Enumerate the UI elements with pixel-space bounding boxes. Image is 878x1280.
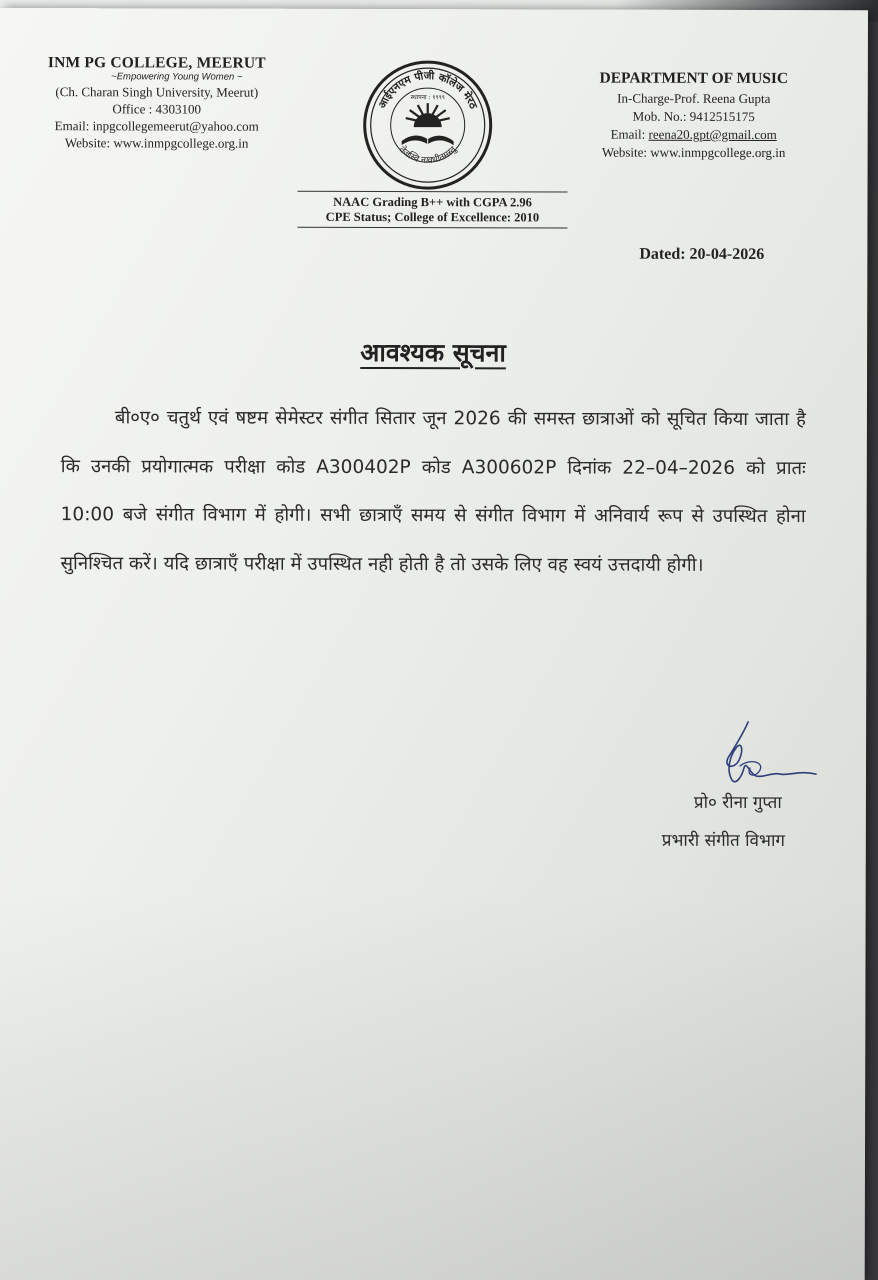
department-header	[574, 68, 814, 163]
seal-bottom-text: तेजस्वि नावधीतमस्तु	[396, 144, 459, 167]
signature-image	[720, 718, 830, 798]
college-name: INM PG COLLEGE, MEERUT	[47, 54, 266, 72]
svg-text:तेजस्वि नावधीतमस्तु	[397, 143, 460, 166]
university-affiliation: (Ch. Charan Singh University, Meerut)	[55, 84, 259, 100]
notice-date: Dated: 20-04-2026	[639, 245, 765, 264]
notice-title-text: आवश्यक सूचना	[360, 337, 506, 368]
department-website: Website: www.inmpgcollege.org.in	[601, 144, 786, 161]
office-phone: Office : 4303100	[112, 101, 202, 117]
notice-document	[0, 8, 868, 1280]
cpe-status: CPE Status; College of Excellence: 2010	[325, 209, 540, 225]
department-name: DEPARTMENT OF MUSIC	[599, 69, 789, 88]
notice-body: बी०ए० चतुर्थ एवं षष्टम सेमेस्टर संगीत सितार जून 2026 की समस्त छात्राओं को सूचित किया जाता है कि उनकी प्रयोगात्मक परीक्षा कोड A300402P कोड A300602P दिनांक 22–04–2026 को प्रातः 10:00 बजे संगीत विभाग में होगी। सभी छात्राएँ समय से संगीत विभाग में अनिवार्य रूप से उपस्थित होना सुनिश्चित करें। यदि छात्राएँ परीक्षा में उपस्थित नही होती है तो उसके लिए वह स्वयं उत्तदायी होगी।	[60, 407, 806, 576]
signatory-name: प्रो० रीना गुप्ता	[693, 792, 782, 814]
department-email	[574, 126, 814, 145]
seal-year: स्थापना : १९९९	[410, 94, 445, 102]
signatory-title: प्रभारी संगीत विभाग	[661, 830, 785, 852]
college-website: Website: www.inmpgcollege.org.in	[64, 135, 249, 151]
department-mobile: Mob. No.: 9412515175	[632, 108, 755, 124]
accreditation-box	[297, 191, 567, 229]
college-email: Email: inpgcollegemeerut@yahoo.com	[54, 118, 259, 134]
notice-title	[0, 334, 867, 370]
college-tagline: ~Empowering Young Women ~	[111, 71, 243, 83]
naac-grading: NAAC Grading B++ with CGPA 2.96	[333, 194, 532, 210]
department-email-value: reena20.gpt@gmail.com	[648, 126, 777, 143]
department-in-charge: In-Charge-Prof. Reena Gupta	[617, 90, 771, 107]
seal-top-text: आईएनएम पीजी कॉलेज मेरठ	[376, 70, 480, 111]
paper-shadow	[0, 888, 866, 1280]
college-seal-icon	[362, 59, 494, 191]
college-header	[22, 54, 292, 152]
department-email-label: Email:	[610, 126, 649, 142]
